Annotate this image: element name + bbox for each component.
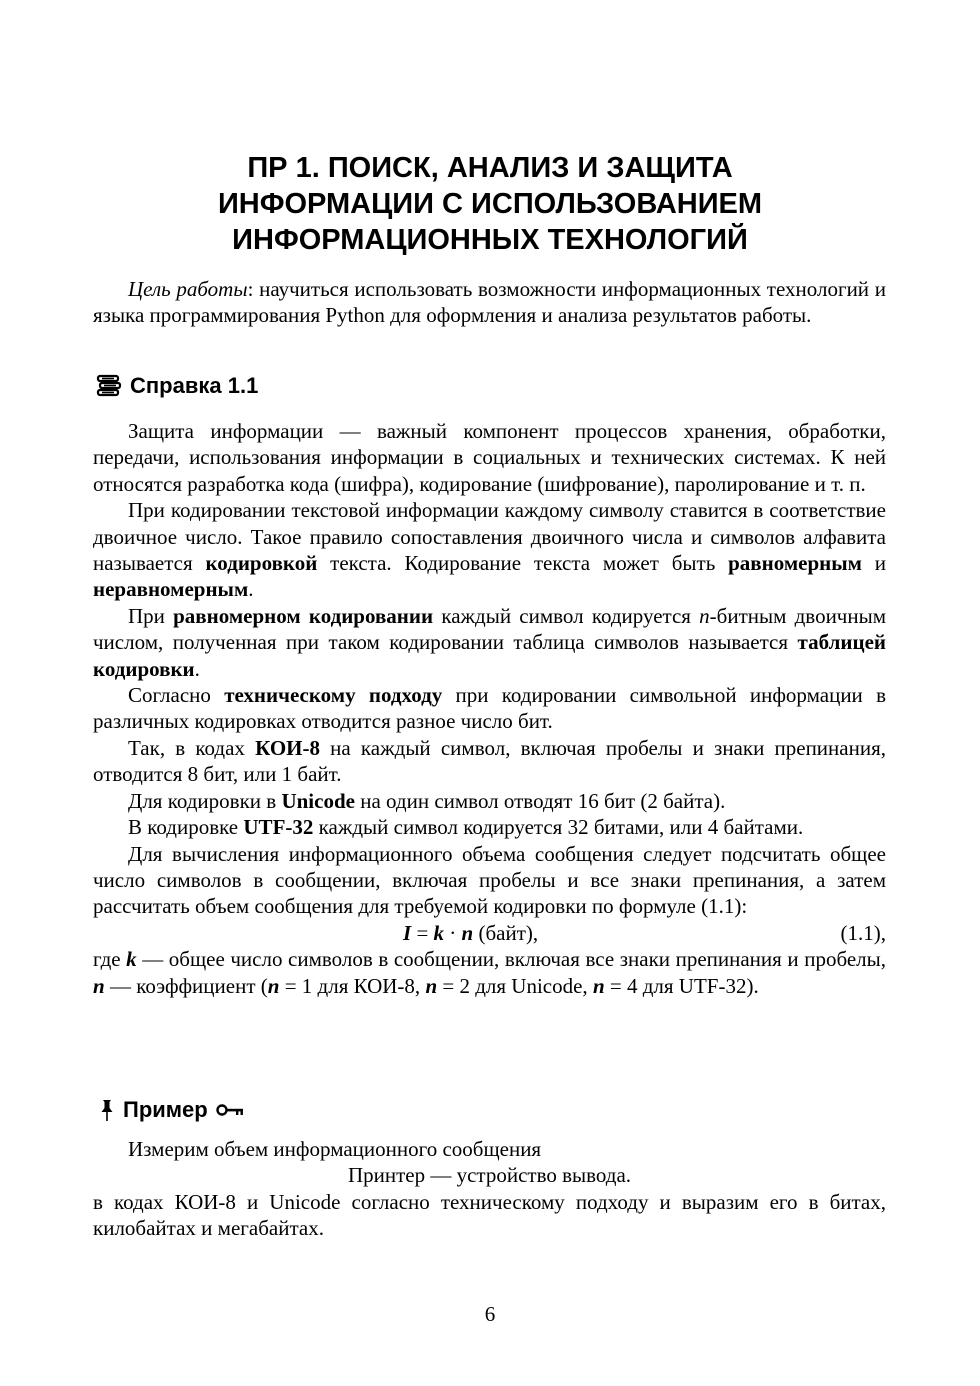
books-icon xyxy=(96,374,122,398)
key-icon xyxy=(216,1103,244,1117)
formula xyxy=(403,920,538,946)
text-run: = 4 для UTF-32). xyxy=(604,973,759,998)
formula-1-1 xyxy=(93,920,886,946)
text-run: = 2 для Unicode, xyxy=(437,973,593,998)
text-run: При xyxy=(128,603,174,628)
text-run: — общее число символов в сообщении, включая все знаки препинания и пробелы, xyxy=(136,947,887,972)
help-heading-text: Справка 1.1 xyxy=(130,373,259,398)
text-run: При кодировании текстовой информации каждому символу ставится в соответствие двоичное число. Такое правило сопоставления двоичного числа и символов алфавита называется xyxy=(93,498,886,576)
page-title xyxy=(95,150,885,258)
goal-section xyxy=(93,276,886,329)
text-run: = 1 для КОИ-8, xyxy=(279,973,426,998)
term-unicode: Unicode xyxy=(281,788,355,813)
text-run: и xyxy=(861,551,886,576)
paragraph-1: Защита информации — важный компонент процессов хранения, обработки, передачи, использования информации в социальных и технических системах. К ней относятся разработка кода (шифра), кодирование (шифрование), паролирование и т. п. xyxy=(93,419,886,496)
paragraph-3 xyxy=(93,603,886,682)
example-section xyxy=(93,1136,886,1242)
example-paragraph-2: в кодах КОИ-8 и Unicode согласно техническому подходу и выразим его в битах, килобайтах и мегабайтах. xyxy=(93,1189,886,1241)
example-heading-text: Пример xyxy=(123,1097,208,1122)
formula-dot: · xyxy=(444,920,462,945)
text-run: -битным двоичным числом, полученная при таком кодировании таблица символов называется xyxy=(93,603,887,655)
paragraph-9 xyxy=(93,946,886,999)
example-paragraph-1: Измерим объем информационного сообщения xyxy=(128,1137,542,1161)
paragraph-5 xyxy=(93,735,886,788)
text-run: каждый символ кодируется xyxy=(433,603,700,628)
text-run: . xyxy=(248,577,254,602)
var-k: k xyxy=(126,947,137,972)
term-koi8: КОИ-8 xyxy=(255,735,320,760)
var-n: n xyxy=(267,973,280,998)
text-run: каждый символ кодируется 32 битами, или 4 байтами. xyxy=(313,815,804,840)
term-tablica-kodirovki: таблицей кодировки xyxy=(93,630,886,681)
text-run: на один символ отводят 16 бит (2 байта). xyxy=(354,788,726,813)
var-k: k xyxy=(433,920,445,945)
goal-paragraph xyxy=(93,276,886,329)
title-line-3: ИНФОРМАЦИОННЫХ ТЕХНОЛОГИЙ xyxy=(232,224,748,256)
var-n: n xyxy=(93,973,105,998)
var-n: n xyxy=(425,973,438,998)
term-kodirovka: кодировкой xyxy=(205,551,318,576)
help-heading xyxy=(96,372,258,400)
var-n: n xyxy=(461,920,474,945)
formula-unit: (байт), xyxy=(473,920,539,945)
title-line-2: ИНФОРМАЦИИ С ИСПОЛЬЗОВАНИЕМ xyxy=(217,188,763,220)
text-run: где xyxy=(93,947,127,972)
text-run: при кодировании символьной информации в различных кодировках отводится разное число бит. xyxy=(93,683,886,734)
text-run: текста. Кодирование текста может быть xyxy=(317,551,729,576)
paragraph-4 xyxy=(93,682,886,735)
text-run: Согласно xyxy=(128,683,225,708)
var-n: n xyxy=(592,973,605,998)
formula-number: (1.1), xyxy=(840,920,886,945)
var-I: I xyxy=(403,920,412,945)
text-run: Для кодировки в xyxy=(128,788,282,813)
example-quote: Принтер — устройство вывода. xyxy=(347,1163,632,1188)
var-n: n xyxy=(699,603,710,628)
text-run: на каждый символ, включая пробелы и знаки препинания, отводится 8 бит, или 1 байт. xyxy=(93,735,886,787)
term-ravnomernym: равномерным xyxy=(728,551,862,576)
paragraph-8: Для вычисления информационного объема сообщения следует подсчитать общее число символов в сообщении, включая пробелы и все знаки препинания, а затем рассчитать объем сообщения для требуемой кодировки по формуле (1.1): xyxy=(93,841,886,919)
title-line-1: ПР 1. ПОИСК, АНАЛИЗ И ЗАЩИТА xyxy=(247,152,733,184)
formula-eq: = xyxy=(411,920,434,945)
paragraph-2 xyxy=(93,497,886,603)
paragraph-7 xyxy=(93,814,886,840)
text-run: Так, в кодах xyxy=(128,735,256,760)
help-section xyxy=(93,418,886,999)
term-tehnicheskij-podhod: техническому подходу xyxy=(224,683,443,708)
text-run: — коэффициент ( xyxy=(104,973,268,998)
term-utf32: UTF-32 xyxy=(243,815,314,840)
goal-text: : научиться использовать возможности информационных технологий и языка программирования Python для оформления и анализа результатов работы. xyxy=(93,277,886,328)
term-ravnomernoe-kodirovanie: равномерном кодировании xyxy=(173,603,434,628)
paragraph-6 xyxy=(93,788,886,814)
text-run: . xyxy=(194,656,200,681)
pin-icon xyxy=(99,1098,115,1122)
page-number: 6 xyxy=(484,1302,496,1326)
example-heading xyxy=(99,1096,244,1124)
text-run: В кодировке xyxy=(128,815,244,840)
term-neravnomernym: неравномерным xyxy=(93,577,249,602)
goal-label: Цель работы xyxy=(128,277,248,301)
